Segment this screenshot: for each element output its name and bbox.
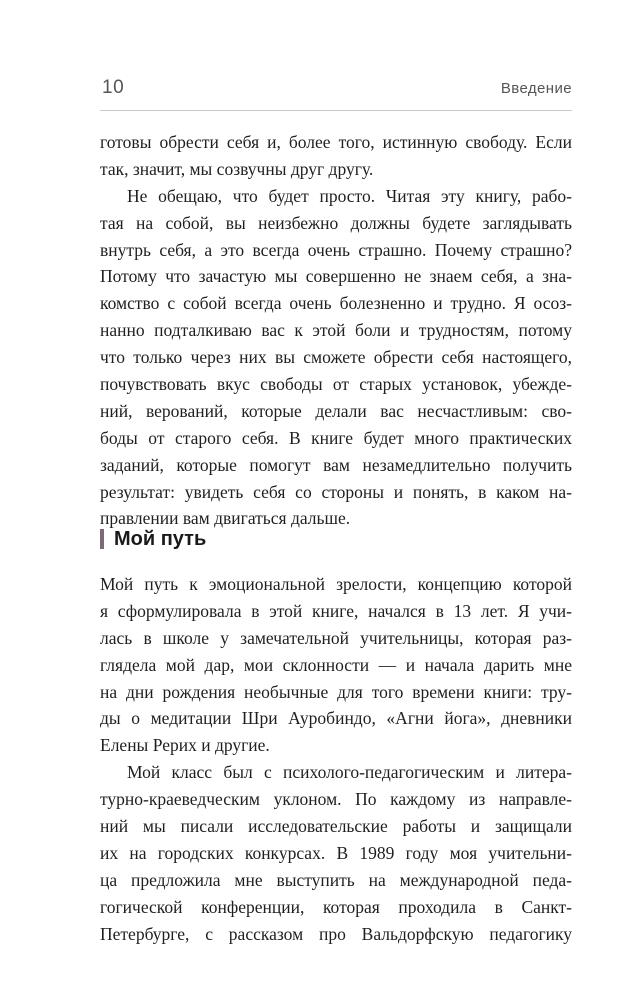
text-line: тая на собой, вы неизбежно должны будете заглядывать [100, 212, 572, 233]
text-line: их на городских конкурсах. В 1989 году моя учительни- [100, 842, 572, 863]
paragraph-class [100, 759, 572, 947]
paragraph-promise [100, 183, 572, 533]
text-line: турно-краеведческим уклоном. По каждому из направле- [100, 789, 572, 810]
text-line: Не обещаю, что будет просто. Читая эту книгу, рабо- [127, 185, 572, 206]
text-line: ца предложила мне выступить на международной педа- [100, 869, 572, 890]
text-line: Мой путь к эмоциональной зрелости, концепцию которой [100, 574, 572, 594]
page-number: 10 [102, 77, 125, 98]
text-line: внутрь себя, а это всегда очень страшно. Почему страшно? [100, 239, 572, 260]
text-line: ды о медитации Шри Ауробиндо, «Агни йога», дневники [100, 708, 572, 729]
running-section-title: Введение [500, 80, 572, 97]
text-line: заданий, которые помогут вам незамедлительно получить [100, 454, 572, 475]
section-heading [100, 524, 206, 554]
running-header [100, 77, 572, 103]
text-line: готовы обрести себя и, более того, истинную свободу. Если [100, 132, 572, 152]
text-line: лась в школе у замечательной учительницы, которая раз- [100, 627, 572, 648]
text-line: Мой класс был с психолого-педагогическим и литера- [127, 762, 572, 783]
text-line: что только через них вы сможете обрести себя настоящего, [100, 347, 572, 368]
text-line: результат: увидеть себя со стороны и понять, в каком на- [100, 481, 572, 502]
text-line: нанно подталкиваю вас к этой боли и трудностям, потому [100, 320, 572, 341]
text-line: глядела мой дар, мои склонности — и начала дарить мне [100, 654, 572, 675]
paragraph-my-path [100, 571, 572, 759]
heading-accent-bar [100, 529, 104, 549]
paragraph-continuation [100, 129, 572, 183]
text-line: гогической конференции, которая проходила в Санкт- [100, 896, 572, 917]
text-line: боды от старого себя. В книге будет много практических [100, 427, 572, 448]
text-line: ний, верований, которые делали вас несчастливым: сво- [100, 400, 572, 421]
text-line: я сформулировала в этой книге, начался в 13 лет. Я учи- [100, 600, 572, 621]
text-line: ний мы писали исследовательские работы и защищали [100, 816, 572, 837]
text-line: Потому что зачастую мы совершенно не знаем себя, а зна- [100, 266, 572, 287]
section-heading-text: Мой путь [114, 527, 207, 550]
text-line: правлении вам двигаться дальше. [100, 508, 351, 529]
text-line: Елены Рерих и другие. [100, 735, 270, 756]
header-divider [100, 110, 572, 111]
text-line: почувствовать вкус свободы от старых установок, убежде- [100, 374, 572, 395]
text-line: комство с собой всегда очень болезненно и трудно. Я осоз- [100, 293, 572, 314]
text-line: на дни рождения необычные для того времени книги: тру- [100, 681, 572, 702]
text-line: Петербурге, с рассказом про Вальдорфскую педагогику [100, 923, 572, 944]
text-line: так, значит, мы созвучны друг другу. [100, 158, 374, 179]
